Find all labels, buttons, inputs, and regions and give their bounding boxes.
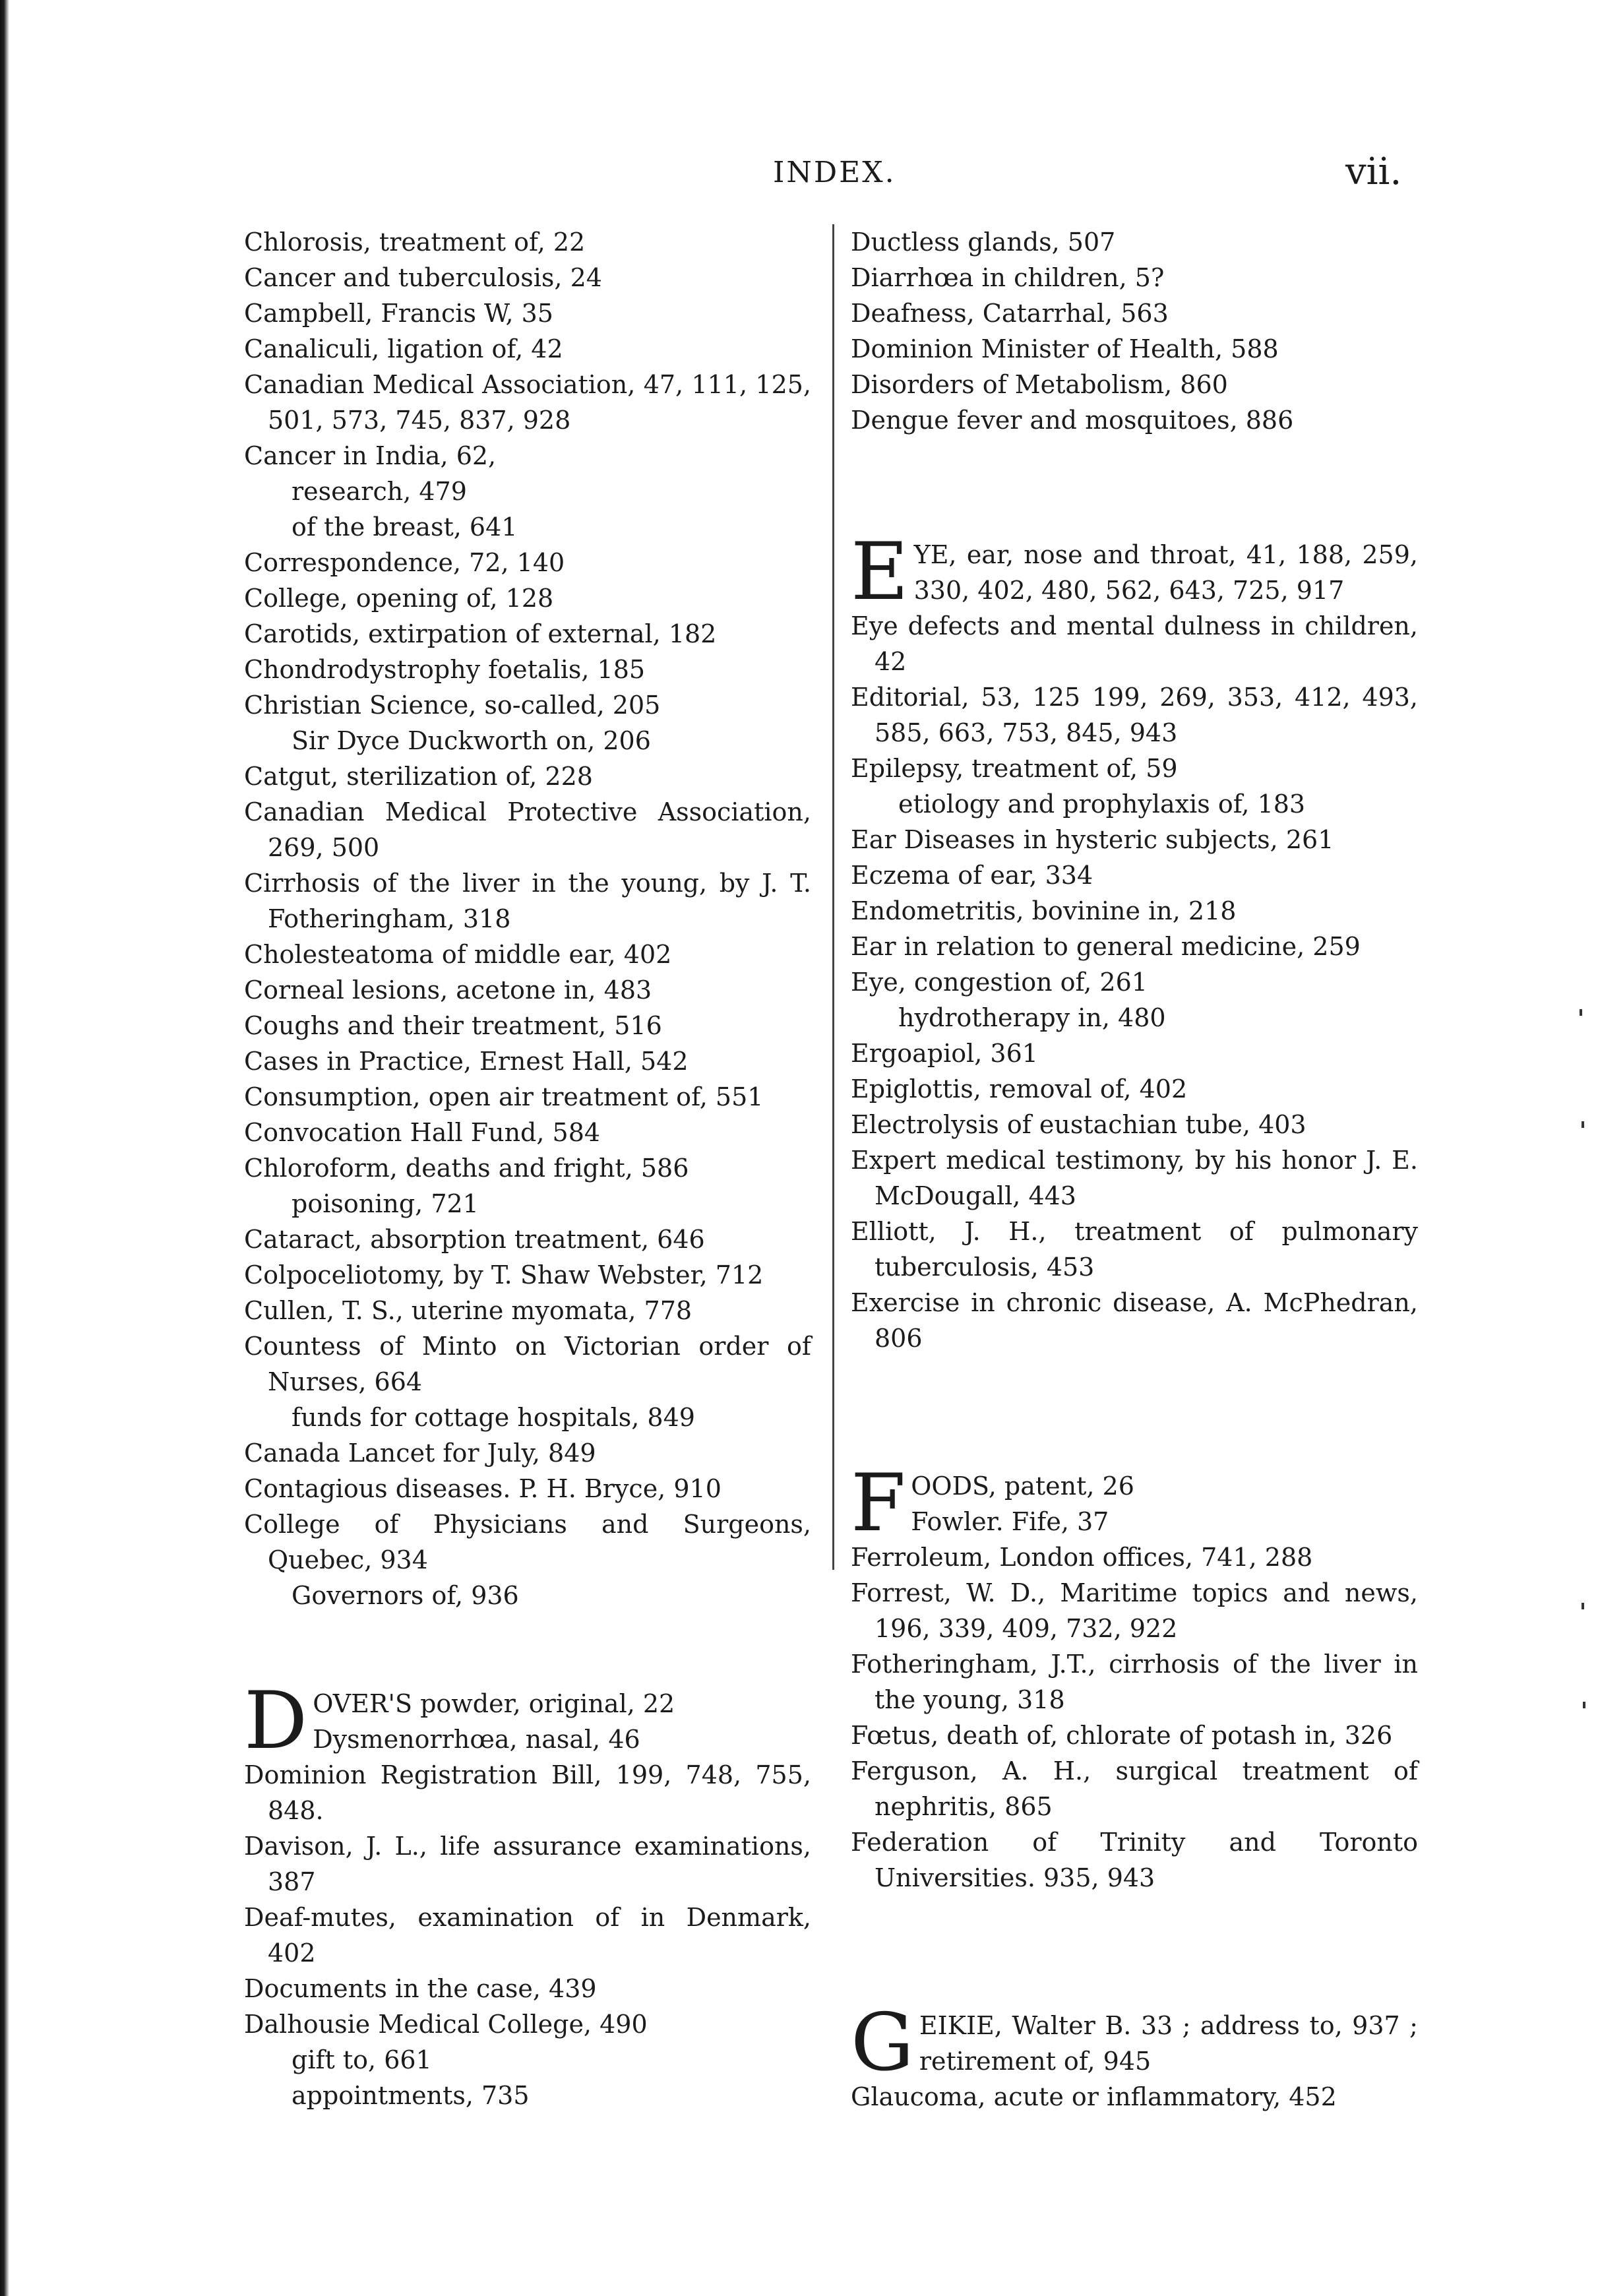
index-entry: Editorial, 53, 125 199, 269, 353, 412, 493, 585, 663, 753, 845, 943 bbox=[851, 683, 1418, 747]
lead-entry-text: powder, original, 22 bbox=[420, 1689, 675, 1718]
index-entry: Chloroform, deaths and fright, 586 bbox=[244, 1154, 689, 1183]
index-entry: Disorders of Metabolism, 860 bbox=[851, 370, 1228, 399]
lead-word-rest: OVER'S bbox=[313, 1689, 412, 1718]
index-entry: Davison, J. L., life assurance examinations, 387 bbox=[244, 1832, 811, 1896]
scan-speck bbox=[1583, 1702, 1585, 1708]
index-subentry: Governors of, 936 bbox=[292, 1581, 519, 1610]
scan-speck bbox=[1580, 1009, 1582, 1016]
column-divider bbox=[832, 224, 834, 1570]
index-entry: Deaf-mutes, examination of in Denmark, 402 bbox=[244, 1903, 811, 1968]
index-entry: Eczema of ear, 334 bbox=[851, 861, 1093, 890]
index-section-lead bbox=[244, 1675, 811, 1767]
index-entry: Exercise in chronic disease, A. McPhedran, 806 bbox=[851, 1288, 1418, 1353]
index-entry: Contagious diseases. P. H. Bryce, 910 bbox=[244, 1474, 722, 1503]
index-subentry: appointments, 735 bbox=[292, 2081, 530, 2110]
index-entry: Deafness, Catarrhal, 563 bbox=[851, 299, 1169, 328]
index-subentry: funds for cottage hospitals, 849 bbox=[292, 1403, 695, 1432]
index-section-lead bbox=[851, 1458, 1418, 1549]
index-entry: Cullen, T. S., uterine myomata, 778 bbox=[244, 1296, 692, 1325]
index-entry: Cataract, absorption treatment, 646 bbox=[244, 1225, 705, 1254]
index-entry: Ferguson, A. H., surgical treatment of nephritis, 865 bbox=[851, 1756, 1418, 1821]
index-entry: Ergoapiol, 361 bbox=[851, 1039, 1038, 1068]
index-entry: Corneal lesions, acetone in, 483 bbox=[244, 976, 652, 1005]
lead-entry-text: Walter B. 33 ; address to, 937 ; retirement of, 945 bbox=[919, 2011, 1418, 2076]
index-entry: College of Physicians and Surgeons, Quebec, 934 bbox=[244, 1510, 811, 1574]
index-entry: Elliott, J. H., treatment of pulmonary tuberculosis, 453 bbox=[851, 1217, 1418, 1282]
index-subentry: poisoning, 721 bbox=[292, 1189, 479, 1218]
drop-cap-letter: D bbox=[244, 1675, 308, 1767]
index-entry: Endometritis, bovinine in, 218 bbox=[851, 896, 1237, 925]
index-entry: Coughs and their treatment, 516 bbox=[244, 1011, 662, 1040]
index-entry: Christian Science, so-called, 205 bbox=[244, 691, 661, 720]
page-title: INDEX. bbox=[773, 156, 896, 189]
index-entry: Federation of Trinity and Toronto Universities. 935, 943 bbox=[851, 1828, 1418, 1892]
index-subentry: gift to, 661 bbox=[292, 2045, 432, 2074]
index-entry: Canada Lancet for July, 849 bbox=[244, 1439, 596, 1468]
drop-cap-letter: F bbox=[851, 1458, 906, 1549]
index-entry: Dominion Minister of Health, 588 bbox=[851, 334, 1279, 363]
index-entry: Carotids, extirpation of external, 182 bbox=[244, 619, 717, 648]
index-entry: Dengue fever and mosquitoes, 886 bbox=[851, 406, 1294, 435]
index-section-c bbox=[244, 224, 811, 1613]
scan-speck bbox=[1582, 1121, 1584, 1128]
index-section-lead bbox=[851, 526, 1418, 618]
right-column bbox=[851, 224, 1418, 2115]
index-entry: Electrolysis of eustachian tube, 403 bbox=[851, 1110, 1306, 1139]
index-entry: Chlorosis, treatment of, 22 bbox=[244, 228, 586, 257]
lead-subentry: Fowler. Fife, 37 bbox=[911, 1507, 1109, 1536]
index-entry: Cases in Practice, Ernest Hall, 542 bbox=[244, 1047, 689, 1076]
index-section-d bbox=[244, 1675, 811, 2113]
page-number: vii. bbox=[1345, 150, 1402, 193]
page-header bbox=[0, 150, 1598, 203]
lead-word-rest: YE, bbox=[913, 540, 957, 569]
drop-cap-letter: G bbox=[851, 1997, 914, 2089]
index-entry: Cirrhosis of the liver in the young, by J. T. Fotheringham, 318 bbox=[244, 869, 811, 933]
index-subentry: research, 479 bbox=[292, 477, 467, 506]
index-entry: Correspondence, 72, 140 bbox=[244, 548, 565, 577]
index-entry: Epiglottis, removal of, 402 bbox=[851, 1074, 1188, 1103]
index-section-d-continued bbox=[851, 224, 1418, 438]
index-entry: Convocation Hall Fund, 584 bbox=[244, 1118, 601, 1147]
index-entry: Expert medical testimony, by his honor J. E. McDougall, 443 bbox=[851, 1146, 1418, 1210]
index-entry: Colpoceliotomy, by T. Shaw Webster, 712 bbox=[244, 1260, 764, 1289]
lead-subentry: Dysmenorrhœa, nasal, 46 bbox=[313, 1725, 640, 1754]
index-section-g bbox=[851, 1997, 1418, 2115]
left-column bbox=[244, 224, 811, 2113]
index-entry: Canadian Medical Protective Association, 269, 500 bbox=[244, 797, 811, 862]
index-entry: Dominion Registration Bill, 199, 748, 755, 848. bbox=[244, 1760, 811, 1825]
index-entry: Countess of Minto on Victorian order of Nurses, 664 bbox=[244, 1332, 811, 1396]
index-entry: Fœtus, death of, chlorate of potash in, 326 bbox=[851, 1721, 1393, 1750]
index-entry: Cholesteatoma of middle ear, 402 bbox=[244, 940, 672, 969]
index-entry: Ear Diseases in hysteric subjects, 261 bbox=[851, 825, 1334, 854]
index-subentry: of the breast, 641 bbox=[292, 512, 518, 542]
index-entry: College, opening of, 128 bbox=[244, 584, 554, 613]
index-entry: Canadian Medical Association, 47, 111, 125, 501, 573, 745, 837, 928 bbox=[244, 370, 811, 435]
index-subentry: hydrotherapy in, 480 bbox=[898, 1003, 1166, 1032]
index-entry: Ferroleum, London offices, 741, 288 bbox=[851, 1543, 1313, 1572]
index-entry: Epilepsy, treatment of, 59 bbox=[851, 754, 1178, 783]
index-entry: Eye, congestion of, 261 bbox=[851, 968, 1148, 997]
index-section-lead bbox=[851, 1997, 1418, 2089]
index-entry: Consumption, open air treatment of, 551 bbox=[244, 1082, 764, 1111]
index-subentry: Sir Dyce Duckworth on, 206 bbox=[292, 726, 651, 755]
index-entry: Cancer in India, 62, bbox=[244, 441, 497, 470]
index-entry: Ear in relation to general medicine, 259 bbox=[851, 932, 1361, 961]
index-entry: Glaucoma, acute or inflammatory, 452 bbox=[851, 2082, 1337, 2111]
scan-edge-shadow bbox=[0, 0, 9, 2296]
index-section-f bbox=[851, 1458, 1418, 1896]
index-entry: Chondrodystrophy foetalis, 185 bbox=[244, 655, 646, 684]
lead-word-rest: OODS, bbox=[911, 1472, 997, 1501]
scan-speck bbox=[1582, 1603, 1584, 1609]
index-entry: Eye defects and mental dulness in children, 42 bbox=[851, 611, 1418, 676]
lead-word-rest: EIKIE, bbox=[919, 2011, 1002, 2040]
index-entry: Canaliculi, ligation of, 42 bbox=[244, 334, 563, 363]
index-subentry: etiology and prophylaxis of, 183 bbox=[898, 790, 1306, 819]
index-entry: Campbell, Francis W, 35 bbox=[244, 299, 553, 328]
index-entry: Forrest, W. D., Maritime topics and news, 196, 339, 409, 732, 922 bbox=[851, 1578, 1418, 1643]
index-section-e bbox=[851, 526, 1418, 1356]
lead-entry-text: patent, 26 bbox=[1004, 1472, 1134, 1501]
index-entry: Catgut, sterilization of, 228 bbox=[244, 762, 593, 791]
index-entry: Documents in the case, 439 bbox=[244, 1974, 597, 2003]
index-entry: Diarrhœa in children, 5? bbox=[851, 263, 1165, 292]
drop-cap-letter: E bbox=[851, 526, 909, 618]
index-entry: Dalhousie Medical College, 490 bbox=[244, 2010, 648, 2039]
lead-entry-text: ear, nose and throat, 41, 188, 259, 330, 402, 480, 562, 643, 725, 917 bbox=[913, 540, 1418, 605]
index-entry: Fotheringham, J.T., cirrhosis of the liver in the young, 318 bbox=[851, 1650, 1418, 1714]
index-entry: Cancer and tuberculosis, 24 bbox=[244, 263, 602, 292]
index-entry: Ductless glands, 507 bbox=[851, 228, 1116, 257]
